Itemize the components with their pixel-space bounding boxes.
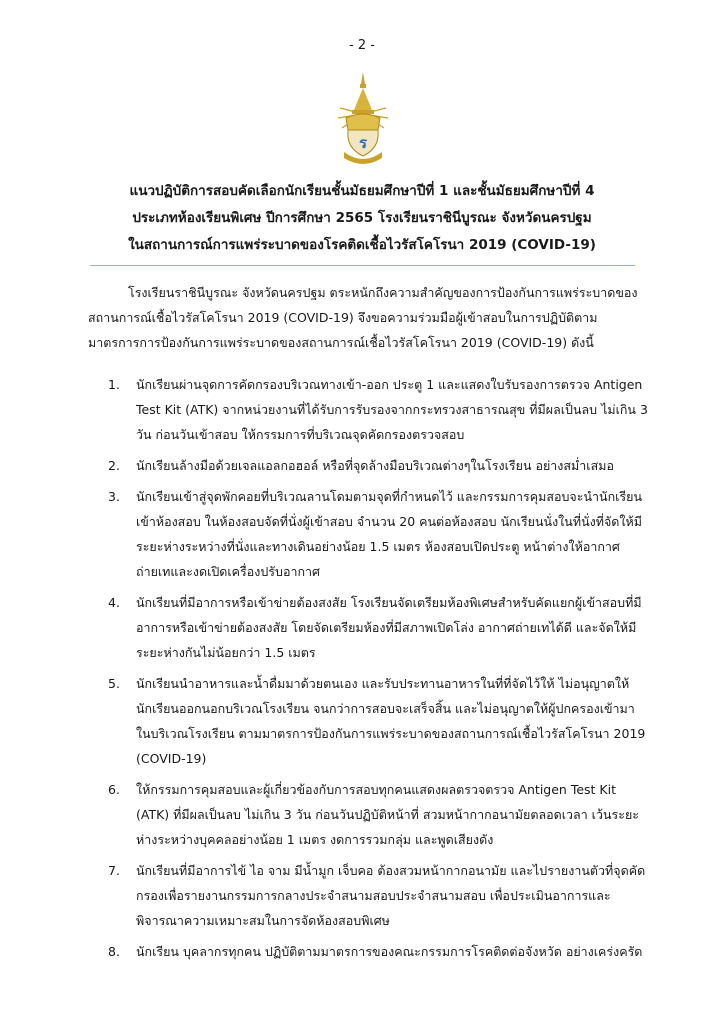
intro-paragraph: โรงเรียนราชินีบูรณะ จังหวัดนครปฐม ตระหนักถึงความสำคัญของการป้องกันการแพร่ระบาดของสถานการณ์เชื้อไวรัสโคโรนา 2019 (COVID-19) จึงขอความร่วมมือผู้เข้าสอบในการปฏิบัติตามมาตรการการป้องกันการแพร่ระบาดของสถานการณ์เชื้อไวรัสโคโรนา 2019 (COVID-19) ดังนี้ bbox=[88, 285, 638, 350]
document-title bbox=[60, 178, 664, 259]
list-item-text: นักเรียนผ่านจุดการคัดกรองบริเวณทางเข้า-ออก ประตู 1 และแสดงใบรับรองการตรวจ Antigen Test Kit (ATK) จากหน่วยงานที่ได้รับการรับรองจากกระทรวงสาธารณสุข ที่มีผลเป็นลบ ไม่เกิน 3 วัน ก่อนวันเข้าสอบ ให้กรรมการที่บริเวณจุดคัดกรองตรวจสอบ bbox=[136, 377, 648, 442]
list-item bbox=[88, 858, 648, 933]
list-item-text: นักเรียนที่มีอาการไข้ ไอ จาม มีน้ำมูก เจ็บคอ ต้องสวมหน้ากากอนามัย และไปรายงานตัวที่จุดคัดกรองเพื่อรายงานกรรมการกลางประจำสนามสอบประจำสนามสอบ เพื่อประเมินอาการและพิจารณาความเหมาะสมในการจัดห้องสอบพิเศษ bbox=[136, 863, 646, 928]
list-item bbox=[88, 939, 648, 964]
title-line-3: ในสถานการณ์การแพร่ระบาดของโรคติดเชื้อไวรัสโคโรนา 2019 (COVID-19) bbox=[128, 237, 596, 253]
list-item-number: 4. bbox=[108, 595, 120, 610]
list-item-text: นักเรียนนำอาหารและน้ำดื่มมาด้วยตนเอง และรับประทานอาหารในที่ที่จัดไว้ให้ ไม่อนุญาตให้นักเรียนออกนอกบริเวณโรงเรียน จนกว่าการสอบจะเสร็จสิ้น และไม่อนุญาตให้ผู้ปกครองเข้ามาในบริเวณโรงเรียน ตามมาตรการป้องกันการแพร่ระบาดของสถานการณ์เชื้อไวรัสโคโรนา 2019 (COVID-19) bbox=[136, 676, 646, 766]
svg-text:ร: ร bbox=[358, 134, 368, 152]
list-item-text: นักเรียนที่มีอาการหรือเข้าข่ายต้องสงสัย โรงเรียนจัดเตรียมห้องพิเศษสำหรับคัดแยกผู้เข้าสอบที่มีอาการหรือเข้าข่ายต้องสงสัย โดยจัดเตรียมห้องที่มีสภาพเปิดโล่ง อากาศถ่ายเทได้ดี และจัดให้มีระยะห่างกันไม่น้อยกว่า 1.5 เมตร bbox=[136, 595, 642, 660]
list-item-number: 7. bbox=[108, 863, 120, 878]
title-divider bbox=[90, 265, 635, 266]
list-item bbox=[88, 671, 648, 771]
list-item-number: 6. bbox=[108, 782, 120, 797]
list-item-number: 1. bbox=[108, 377, 120, 392]
list-item-text: นักเรียน บุคลากรทุกคน ปฏิบัติตามมาตรการของคณะกรรมการโรคติดต่อจังหวัด อย่างเคร่งครัด bbox=[136, 944, 643, 959]
list-item bbox=[88, 777, 648, 852]
school-emblem-icon bbox=[334, 70, 392, 170]
list-item bbox=[88, 453, 648, 478]
list-item-number: 2. bbox=[108, 458, 120, 473]
title-line-2: ประเภทห้องเรียนพิเศษ ปีการศึกษา 2565 โรงเรียนราชินีบูรณะ จังหวัดนครปฐม bbox=[132, 210, 592, 226]
page-number: - 2 - bbox=[349, 38, 375, 53]
list-item-text: ให้กรรมการคุมสอบและผู้เกี่ยวข้องกับการสอบทุกคนแสดงผลตรวจตรวจ Antigen Test Kit (ATK) ที่มีผลเป็นลบ ไม่เกิน 3 วัน ก่อนวันปฏิบัติหน้าที่ สวมหน้ากากอนามัยตลอดเวลา เว้นระยะห่างระหว่างบุคคลอย่างน้อย 1 เมตร งดการรวมกลุ่ม และพูดเสียงดัง bbox=[136, 782, 639, 847]
list-item-text: นักเรียนล้างมือด้วยเจลแอลกอฮอล์ หรือที่จุดล้างมือบริเวณต่างๆในโรงเรียน อย่างสม่ำเสมอ bbox=[136, 458, 614, 473]
list-item-number: 8. bbox=[108, 944, 120, 959]
list-item bbox=[88, 372, 648, 447]
list-item-text: นักเรียนเข้าสู่จุดพักคอยที่บริเวณลานโดมตามจุดที่กำหนดไว้ และกรรมการคุมสอบจะนำนักเรียนเข้าห้องสอบ ในห้องสอบจัดที่นั่งผู้เข้าสอบ จำนวน 20 คนต่อห้องสอบ นักเรียนนั่งในที่นั่งที่จัดให้มีระยะห่างระหว่างที่นั่งและทางเดินอย่างน้อย 1.5 เมตร ห้องสอบเปิดประตู หน้าต่างให้อากาศถ่ายเทและงดเปิดเครื่องปรับอากาศ bbox=[136, 489, 642, 579]
list-item-number: 5. bbox=[108, 676, 120, 691]
list-item bbox=[88, 590, 648, 665]
rules-list bbox=[88, 372, 648, 970]
list-item-number: 3. bbox=[108, 489, 120, 504]
title-line-1: แนวปฏิบัติการสอบคัดเลือกนักเรียนชั้นมัธยมศึกษาปีที่ 1 และชั้นมัธยมศึกษาปีที่ 4 bbox=[129, 183, 595, 199]
list-item bbox=[88, 484, 648, 584]
